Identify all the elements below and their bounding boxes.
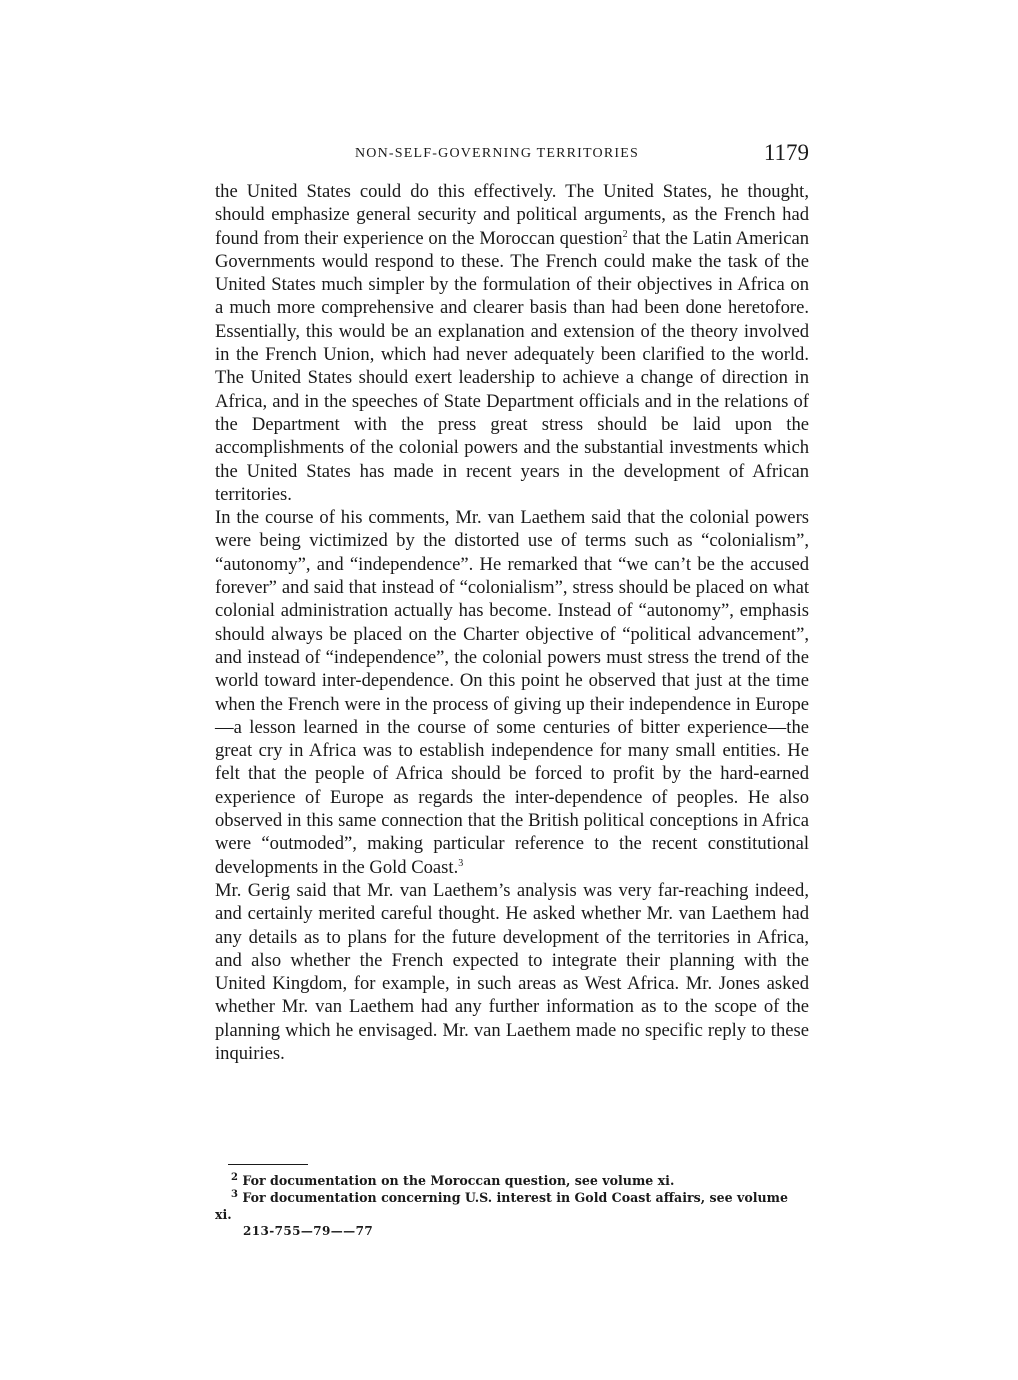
paragraph-1 bbox=[215, 180, 809, 506]
page-number: 1179 bbox=[763, 140, 809, 165]
footnote-ref-2: 2 bbox=[622, 228, 628, 240]
paragraph-1-text-a: the United States could do this effectively. The United States, he thought, should emphasize general security and political arguments, as the French had found from their experience on the Moroccan question bbox=[215, 181, 809, 249]
footnote-2 bbox=[215, 1172, 809, 1189]
running-title: NON-SELF-GOVERNING TERRITORIES bbox=[355, 146, 639, 161]
footnote-divider bbox=[228, 1164, 308, 1165]
footnote-ref-3: 3 bbox=[458, 857, 464, 869]
footnote-3 bbox=[215, 1189, 809, 1223]
print-code: 213-755—79——77 bbox=[243, 1224, 374, 1238]
paragraph-2-text: In the course of his comments, Mr. van Laethem said that the colonial powers were being victimized by the distorted use of terms such as “colonialism”, “autonomy”, and “independence”. He remarked that “we can’t be the accused forever” and said that instead of “colonialism”, stress should be placed on what colonial administration actually has become. Instead of “autonomy”, emphasis should always be placed on the Charter objective of “political advancement”, and instead of “independence”, the colonial powers must stress the trend of the world toward inter-dependence. On this point he observed that just at the time when the French were in the process of giving up their independence in Europe—a lesson learned in the course of some centuries of bitter experience—the great cry in Africa was to establish independence for many small entities. He felt that the people of Africa should be forced to profit by the hard-earned experience of Europe as regards the inter-dependence of peoples. He also observed in this same connection that the British political conceptions in Africa were “outmoded”, making particular reference to the recent constitutional developments in the Gold Coast. bbox=[215, 507, 809, 878]
running-head bbox=[215, 140, 809, 170]
footnote-2-text: For documentation on the Moroccan question, see volume xi. bbox=[237, 1173, 675, 1188]
footnote-2-mark: 2 bbox=[231, 1171, 238, 1183]
paragraph-3: Mr. Gerig said that Mr. van Laethem’s analysis was very far-reaching indeed, and certainly merited careful thought. He asked whether Mr. van Laethem had any details as to plans for the future development of the territories in Africa, and also whether the French expected to integrate their planning with the United Kingdom, for example, in such areas as West Africa. Mr. Jones asked whether Mr. van Laethem had any further information as to the scope of the planning which he envisaged. Mr. van Laethem made no specific reply to these inquiries. bbox=[215, 879, 809, 1064]
footnotes bbox=[215, 1172, 809, 1223]
paragraph-1-text-b: that the Latin American Governments would respond to these. The French could make the task of the United States much simpler by the formulation of their objectives in Africa on a much more comprehensive and clearer basis than had been done heretofore. Essentially, this would be an explanation and extension of the theory involved in the French Union, which had never adequately been clarified to the world. The United States should exert leadership to achieve a change of direction in Africa, and in the speeches of State Department officials and in the relations of the Department with the press great stress should be laid upon the accomplishments of the colonial powers and the substantial investments which the United States has made in recent years in the development of African territories. bbox=[215, 227, 809, 505]
footnote-3-mark: 3 bbox=[231, 1188, 238, 1200]
paragraph-2 bbox=[215, 506, 809, 879]
footnote-3-text: For documentation concerning U.S. interest in Gold Coast affairs, see volume xi. bbox=[215, 1190, 788, 1222]
body-text bbox=[215, 180, 809, 1065]
